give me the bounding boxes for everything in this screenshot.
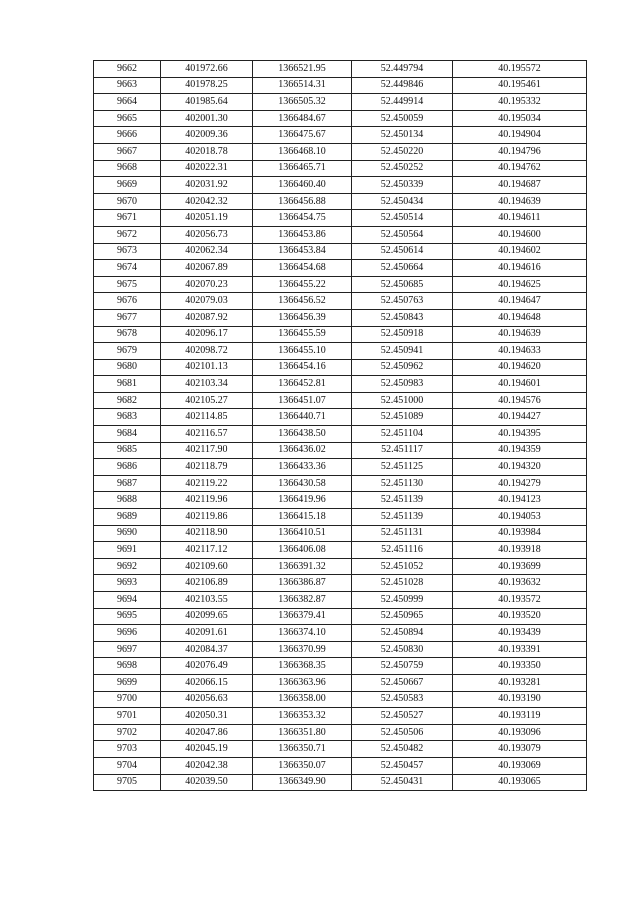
- point-number-cell: 9681: [94, 376, 161, 393]
- x-coordinate-cell: 402079.03: [161, 293, 253, 310]
- x-coordinate-cell: 402070.23: [161, 276, 253, 293]
- y-coordinate-cell: 1366386.87: [253, 575, 352, 592]
- table-row: [94, 542, 587, 559]
- latitude-cell: 52.450583: [352, 691, 453, 708]
- point-number-cell: 9677: [94, 309, 161, 326]
- table-row: [94, 608, 587, 625]
- table-row: [94, 160, 587, 177]
- x-coordinate-cell: 402067.89: [161, 260, 253, 277]
- y-coordinate-cell: 1366368.35: [253, 658, 352, 675]
- longitude-cell: 40.193984: [453, 525, 587, 542]
- table-row: [94, 127, 587, 144]
- point-number-cell: 9687: [94, 475, 161, 492]
- table-row: [94, 193, 587, 210]
- longitude-cell: 40.195332: [453, 94, 587, 111]
- latitude-cell: 52.451117: [352, 442, 453, 459]
- x-coordinate-cell: 402039.50: [161, 774, 253, 791]
- x-coordinate-cell: 402117.90: [161, 442, 253, 459]
- latitude-cell: 52.450965: [352, 608, 453, 625]
- longitude-cell: 40.193350: [453, 658, 587, 675]
- point-number-cell: 9666: [94, 127, 161, 144]
- longitude-cell: 40.194639: [453, 193, 587, 210]
- y-coordinate-cell: 1366456.88: [253, 193, 352, 210]
- longitude-cell: 40.194796: [453, 143, 587, 160]
- latitude-cell: 52.451089: [352, 409, 453, 426]
- coordinates-table: [93, 60, 587, 791]
- y-coordinate-cell: 1366391.32: [253, 558, 352, 575]
- x-coordinate-cell: 402047.86: [161, 724, 253, 741]
- longitude-cell: 40.194625: [453, 276, 587, 293]
- x-coordinate-cell: 402101.13: [161, 359, 253, 376]
- table-row: [94, 674, 587, 691]
- point-number-cell: 9668: [94, 160, 161, 177]
- y-coordinate-cell: 1366453.86: [253, 226, 352, 243]
- y-coordinate-cell: 1366455.10: [253, 343, 352, 360]
- longitude-cell: 40.194762: [453, 160, 587, 177]
- point-number-cell: 9694: [94, 592, 161, 609]
- latitude-cell: 52.450339: [352, 177, 453, 194]
- y-coordinate-cell: 1366521.95: [253, 61, 352, 78]
- longitude-cell: 40.193079: [453, 741, 587, 758]
- y-coordinate-cell: 1366455.59: [253, 326, 352, 343]
- point-number-cell: 9682: [94, 392, 161, 409]
- x-coordinate-cell: 402114.85: [161, 409, 253, 426]
- latitude-cell: 52.450252: [352, 160, 453, 177]
- y-coordinate-cell: 1366460.40: [253, 177, 352, 194]
- latitude-cell: 52.449794: [352, 61, 453, 78]
- longitude-cell: 40.193190: [453, 691, 587, 708]
- table-row: [94, 724, 587, 741]
- table-row: [94, 558, 587, 575]
- longitude-cell: 40.193699: [453, 558, 587, 575]
- y-coordinate-cell: 1366351.80: [253, 724, 352, 741]
- longitude-cell: 40.193281: [453, 674, 587, 691]
- y-coordinate-cell: 1366451.07: [253, 392, 352, 409]
- longitude-cell: 40.194359: [453, 442, 587, 459]
- table-row: [94, 276, 587, 293]
- latitude-cell: 52.451000: [352, 392, 453, 409]
- x-coordinate-cell: 402099.65: [161, 608, 253, 625]
- point-number-cell: 9704: [94, 757, 161, 774]
- y-coordinate-cell: 1366454.68: [253, 260, 352, 277]
- longitude-cell: 40.193572: [453, 592, 587, 609]
- y-coordinate-cell: 1366438.50: [253, 426, 352, 443]
- table-row: [94, 210, 587, 227]
- x-coordinate-cell: 402091.61: [161, 625, 253, 642]
- point-number-cell: 9698: [94, 658, 161, 675]
- y-coordinate-cell: 1366349.90: [253, 774, 352, 791]
- longitude-cell: 40.193918: [453, 542, 587, 559]
- longitude-cell: 40.194633: [453, 343, 587, 360]
- point-number-cell: 9703: [94, 741, 161, 758]
- x-coordinate-cell: 402118.90: [161, 525, 253, 542]
- latitude-cell: 52.450941: [352, 343, 453, 360]
- y-coordinate-cell: 1366454.16: [253, 359, 352, 376]
- point-number-cell: 9674: [94, 260, 161, 277]
- latitude-cell: 52.451131: [352, 525, 453, 542]
- point-number-cell: 9690: [94, 525, 161, 542]
- latitude-cell: 52.450059: [352, 110, 453, 127]
- point-number-cell: 9695: [94, 608, 161, 625]
- table-row: [94, 658, 587, 675]
- y-coordinate-cell: 1366456.52: [253, 293, 352, 310]
- table-row: [94, 177, 587, 194]
- longitude-cell: 40.193520: [453, 608, 587, 625]
- longitude-cell: 40.194620: [453, 359, 587, 376]
- x-coordinate-cell: 402119.86: [161, 509, 253, 526]
- longitude-cell: 40.193096: [453, 724, 587, 741]
- x-coordinate-cell: 402022.31: [161, 160, 253, 177]
- x-coordinate-cell: 402119.96: [161, 492, 253, 509]
- y-coordinate-cell: 1366363.96: [253, 674, 352, 691]
- x-coordinate-cell: 402042.32: [161, 193, 253, 210]
- y-coordinate-cell: 1366379.41: [253, 608, 352, 625]
- y-coordinate-cell: 1366456.39: [253, 309, 352, 326]
- x-coordinate-cell: 402051.19: [161, 210, 253, 227]
- x-coordinate-cell: 402084.37: [161, 641, 253, 658]
- latitude-cell: 52.450894: [352, 625, 453, 642]
- table-row: [94, 110, 587, 127]
- table-row: [94, 774, 587, 791]
- y-coordinate-cell: 1366374.10: [253, 625, 352, 642]
- longitude-cell: 40.193065: [453, 774, 587, 791]
- longitude-cell: 40.194616: [453, 260, 587, 277]
- table-row: [94, 226, 587, 243]
- longitude-cell: 40.194395: [453, 426, 587, 443]
- point-number-cell: 9700: [94, 691, 161, 708]
- latitude-cell: 52.450434: [352, 193, 453, 210]
- point-number-cell: 9705: [94, 774, 161, 791]
- point-number-cell: 9701: [94, 708, 161, 725]
- latitude-cell: 52.451125: [352, 459, 453, 476]
- x-coordinate-cell: 402042.38: [161, 757, 253, 774]
- table-row: [94, 525, 587, 542]
- point-number-cell: 9683: [94, 409, 161, 426]
- table-row: [94, 376, 587, 393]
- y-coordinate-cell: 1366358.00: [253, 691, 352, 708]
- y-coordinate-cell: 1366430.58: [253, 475, 352, 492]
- table-row: [94, 757, 587, 774]
- table-row: [94, 343, 587, 360]
- x-coordinate-cell: 402096.17: [161, 326, 253, 343]
- y-coordinate-cell: 1366350.71: [253, 741, 352, 758]
- point-number-cell: 9663: [94, 77, 161, 94]
- longitude-cell: 40.194904: [453, 127, 587, 144]
- latitude-cell: 52.450614: [352, 243, 453, 260]
- point-number-cell: 9669: [94, 177, 161, 194]
- table-row: [94, 426, 587, 443]
- table-row: [94, 326, 587, 343]
- latitude-cell: 52.449846: [352, 77, 453, 94]
- point-number-cell: 9670: [94, 193, 161, 210]
- point-number-cell: 9662: [94, 61, 161, 78]
- x-coordinate-cell: 402062.34: [161, 243, 253, 260]
- longitude-cell: 40.194639: [453, 326, 587, 343]
- table-row: [94, 94, 587, 111]
- x-coordinate-cell: 402056.63: [161, 691, 253, 708]
- x-coordinate-cell: 402117.12: [161, 542, 253, 559]
- table-row: [94, 592, 587, 609]
- point-number-cell: 9691: [94, 542, 161, 559]
- latitude-cell: 52.451139: [352, 509, 453, 526]
- point-number-cell: 9673: [94, 243, 161, 260]
- x-coordinate-cell: 402118.79: [161, 459, 253, 476]
- longitude-cell: 40.194600: [453, 226, 587, 243]
- x-coordinate-cell: 402098.72: [161, 343, 253, 360]
- latitude-cell: 52.450527: [352, 708, 453, 725]
- longitude-cell: 40.194687: [453, 177, 587, 194]
- x-coordinate-cell: 402119.22: [161, 475, 253, 492]
- x-coordinate-cell: 402103.55: [161, 592, 253, 609]
- y-coordinate-cell: 1366353.32: [253, 708, 352, 725]
- latitude-cell: 52.450514: [352, 210, 453, 227]
- point-number-cell: 9667: [94, 143, 161, 160]
- latitude-cell: 52.449914: [352, 94, 453, 111]
- table-row: [94, 459, 587, 476]
- y-coordinate-cell: 1366436.02: [253, 442, 352, 459]
- y-coordinate-cell: 1366440.71: [253, 409, 352, 426]
- longitude-cell: 40.194647: [453, 293, 587, 310]
- point-number-cell: 9671: [94, 210, 161, 227]
- longitude-cell: 40.193119: [453, 708, 587, 725]
- latitude-cell: 52.450664: [352, 260, 453, 277]
- x-coordinate-cell: 401985.64: [161, 94, 253, 111]
- longitude-cell: 40.194427: [453, 409, 587, 426]
- y-coordinate-cell: 1366453.84: [253, 243, 352, 260]
- y-coordinate-cell: 1366419.96: [253, 492, 352, 509]
- x-coordinate-cell: 402009.36: [161, 127, 253, 144]
- x-coordinate-cell: 402031.92: [161, 177, 253, 194]
- table-row: [94, 359, 587, 376]
- y-coordinate-cell: 1366455.22: [253, 276, 352, 293]
- x-coordinate-cell: 402018.78: [161, 143, 253, 160]
- y-coordinate-cell: 1366454.75: [253, 210, 352, 227]
- table-row: [94, 260, 587, 277]
- y-coordinate-cell: 1366370.99: [253, 641, 352, 658]
- latitude-cell: 52.451052: [352, 558, 453, 575]
- longitude-cell: 40.193069: [453, 757, 587, 774]
- point-number-cell: 9702: [94, 724, 161, 741]
- point-number-cell: 9676: [94, 293, 161, 310]
- point-number-cell: 9697: [94, 641, 161, 658]
- table-row: [94, 442, 587, 459]
- x-coordinate-cell: 401972.66: [161, 61, 253, 78]
- x-coordinate-cell: 402116.57: [161, 426, 253, 443]
- latitude-cell: 52.450999: [352, 592, 453, 609]
- latitude-cell: 52.450482: [352, 741, 453, 758]
- x-coordinate-cell: 402056.73: [161, 226, 253, 243]
- point-number-cell: 9689: [94, 509, 161, 526]
- table-row: [94, 61, 587, 78]
- table-row: [94, 691, 587, 708]
- table-row: [94, 475, 587, 492]
- latitude-cell: 52.450431: [352, 774, 453, 791]
- point-number-cell: 9665: [94, 110, 161, 127]
- y-coordinate-cell: 1366475.67: [253, 127, 352, 144]
- latitude-cell: 52.450843: [352, 309, 453, 326]
- y-coordinate-cell: 1366505.32: [253, 94, 352, 111]
- latitude-cell: 52.450506: [352, 724, 453, 741]
- longitude-cell: 40.195461: [453, 77, 587, 94]
- latitude-cell: 52.450962: [352, 359, 453, 376]
- latitude-cell: 52.450134: [352, 127, 453, 144]
- latitude-cell: 52.450763: [352, 293, 453, 310]
- point-number-cell: 9680: [94, 359, 161, 376]
- x-coordinate-cell: 402001.30: [161, 110, 253, 127]
- x-coordinate-cell: 402105.27: [161, 392, 253, 409]
- point-number-cell: 9675: [94, 276, 161, 293]
- latitude-cell: 52.450667: [352, 674, 453, 691]
- table-row: [94, 641, 587, 658]
- y-coordinate-cell: 1366382.87: [253, 592, 352, 609]
- x-coordinate-cell: 402045.19: [161, 741, 253, 758]
- latitude-cell: 52.450830: [352, 641, 453, 658]
- table-row: [94, 143, 587, 160]
- y-coordinate-cell: 1366468.10: [253, 143, 352, 160]
- y-coordinate-cell: 1366514.31: [253, 77, 352, 94]
- point-number-cell: 9664: [94, 94, 161, 111]
- table-row: [94, 492, 587, 509]
- point-number-cell: 9688: [94, 492, 161, 509]
- y-coordinate-cell: 1366433.36: [253, 459, 352, 476]
- longitude-cell: 40.194053: [453, 509, 587, 526]
- latitude-cell: 52.451104: [352, 426, 453, 443]
- latitude-cell: 52.450220: [352, 143, 453, 160]
- y-coordinate-cell: 1366350.07: [253, 757, 352, 774]
- longitude-cell: 40.194611: [453, 210, 587, 227]
- table-row: [94, 293, 587, 310]
- latitude-cell: 52.451139: [352, 492, 453, 509]
- point-number-cell: 9699: [94, 674, 161, 691]
- point-number-cell: 9693: [94, 575, 161, 592]
- x-coordinate-cell: 402106.89: [161, 575, 253, 592]
- table-row: [94, 625, 587, 642]
- table-body: [94, 61, 587, 791]
- point-number-cell: 9679: [94, 343, 161, 360]
- y-coordinate-cell: 1366415.18: [253, 509, 352, 526]
- latitude-cell: 52.450564: [352, 226, 453, 243]
- longitude-cell: 40.195034: [453, 110, 587, 127]
- point-number-cell: 9692: [94, 558, 161, 575]
- x-coordinate-cell: 401978.25: [161, 77, 253, 94]
- table-row: [94, 509, 587, 526]
- point-number-cell: 9684: [94, 426, 161, 443]
- y-coordinate-cell: 1366410.51: [253, 525, 352, 542]
- table-row: [94, 741, 587, 758]
- latitude-cell: 52.451116: [352, 542, 453, 559]
- y-coordinate-cell: 1366465.71: [253, 160, 352, 177]
- latitude-cell: 52.450457: [352, 757, 453, 774]
- table-row: [94, 708, 587, 725]
- table-row: [94, 392, 587, 409]
- latitude-cell: 52.451028: [352, 575, 453, 592]
- longitude-cell: 40.194601: [453, 376, 587, 393]
- longitude-cell: 40.195572: [453, 61, 587, 78]
- x-coordinate-cell: 402109.60: [161, 558, 253, 575]
- y-coordinate-cell: 1366452.81: [253, 376, 352, 393]
- latitude-cell: 52.450918: [352, 326, 453, 343]
- table-row: [94, 409, 587, 426]
- latitude-cell: 52.451130: [352, 475, 453, 492]
- longitude-cell: 40.193391: [453, 641, 587, 658]
- table-row: [94, 575, 587, 592]
- x-coordinate-cell: 402087.92: [161, 309, 253, 326]
- longitude-cell: 40.194648: [453, 309, 587, 326]
- table-row: [94, 309, 587, 326]
- point-number-cell: 9672: [94, 226, 161, 243]
- point-number-cell: 9696: [94, 625, 161, 642]
- point-number-cell: 9685: [94, 442, 161, 459]
- y-coordinate-cell: 1366406.08: [253, 542, 352, 559]
- y-coordinate-cell: 1366484.67: [253, 110, 352, 127]
- x-coordinate-cell: 402103.34: [161, 376, 253, 393]
- longitude-cell: 40.193439: [453, 625, 587, 642]
- x-coordinate-cell: 402066.15: [161, 674, 253, 691]
- table-row: [94, 243, 587, 260]
- point-number-cell: 9686: [94, 459, 161, 476]
- longitude-cell: 40.194279: [453, 475, 587, 492]
- x-coordinate-cell: 402050.31: [161, 708, 253, 725]
- point-number-cell: 9678: [94, 326, 161, 343]
- latitude-cell: 52.450685: [352, 276, 453, 293]
- longitude-cell: 40.194123: [453, 492, 587, 509]
- x-coordinate-cell: 402076.49: [161, 658, 253, 675]
- longitude-cell: 40.194320: [453, 459, 587, 476]
- latitude-cell: 52.450983: [352, 376, 453, 393]
- longitude-cell: 40.194602: [453, 243, 587, 260]
- table-row: [94, 77, 587, 94]
- longitude-cell: 40.193632: [453, 575, 587, 592]
- longitude-cell: 40.194576: [453, 392, 587, 409]
- latitude-cell: 52.450759: [352, 658, 453, 675]
